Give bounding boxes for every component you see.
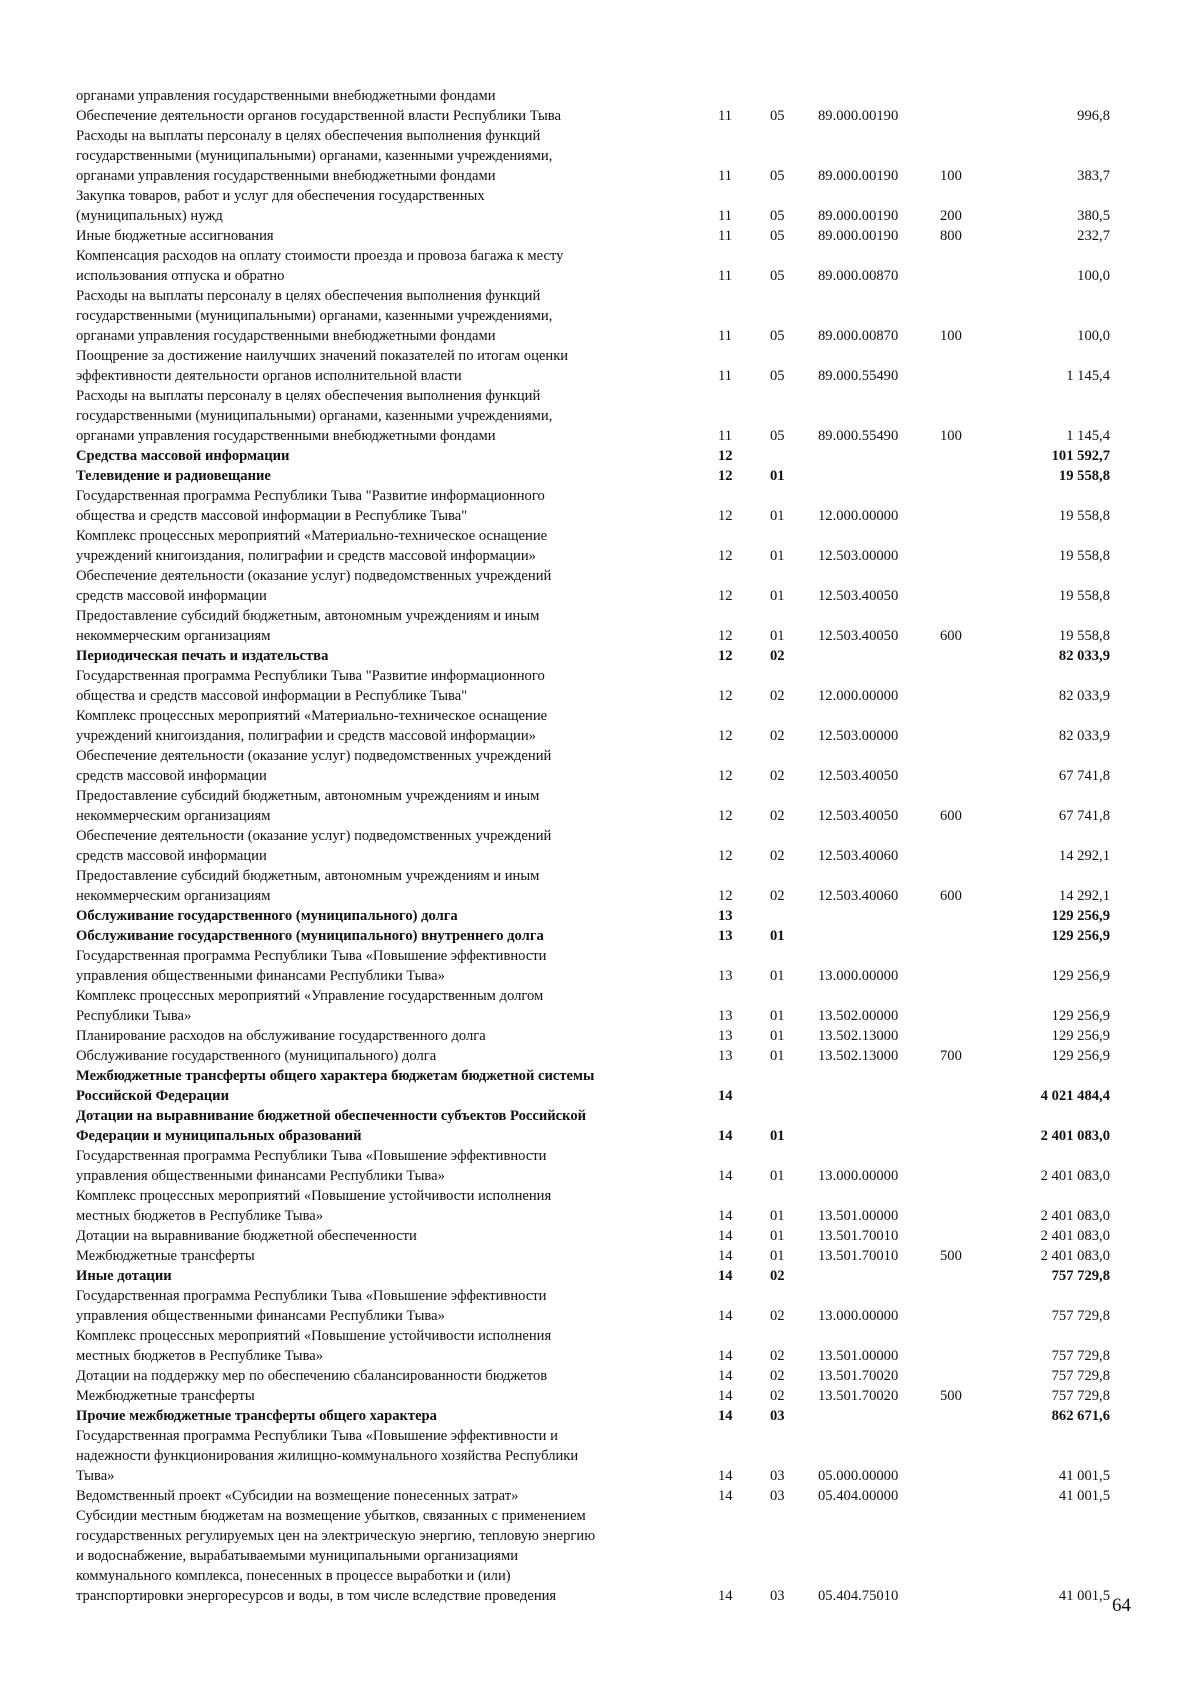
row-section: 11	[718, 328, 733, 344]
row-name: Расходы на выплаты персоналу в целях обеспечения выполнения функций государственными (муниципальными) органами, казенными учреждениями, органами управления государственными внебюджетными фондами	[76, 388, 553, 444]
row-amount: 19 558,8	[1058, 628, 1110, 644]
row-name: Обслуживание государственного (муниципального) внутреннего долга	[76, 928, 544, 944]
row-subsection: 02	[770, 1308, 785, 1324]
row-name: Иные бюджетные ассигнования	[76, 228, 274, 244]
table-row	[0, 1266, 1200, 1286]
row-name: Предоставление субсидий бюджетным, автономным учреждениям и иным некоммерческим организациям	[76, 608, 540, 644]
row-amount: 380,5	[1077, 208, 1110, 224]
row-subsection: 01	[770, 1008, 785, 1024]
row-section: 11	[718, 228, 733, 244]
row-section: 12	[718, 848, 733, 864]
page-number: 64	[1112, 1595, 1131, 1616]
table-row	[0, 666, 1200, 706]
row-section: 13	[718, 968, 733, 984]
row-amount: 757 729,8	[1051, 1308, 1110, 1324]
row-section: 13	[718, 1028, 733, 1044]
table-row	[0, 906, 1200, 926]
row-target-article: 89.000.00190	[818, 228, 899, 244]
row-target-article: 12.503.40050	[818, 768, 899, 784]
table-row	[0, 1286, 1200, 1326]
row-target-article: 13.000.00000	[818, 1308, 899, 1324]
row-subsection: 05	[770, 428, 785, 444]
row-target-article: 13.501.00000	[818, 1208, 899, 1224]
row-subsection: 01	[770, 1048, 785, 1064]
row-name: Государственная программа Республики Тыва «Повышение эффективности управления общественными финансами Республики Тыва»	[76, 1148, 547, 1184]
table-row	[0, 526, 1200, 566]
row-target-article: 13.501.00000	[818, 1348, 899, 1364]
row-name: Обслуживание государственного (муниципального) долга	[76, 908, 458, 924]
row-subsection: 01	[770, 1028, 785, 1044]
row-subsection: 01	[770, 968, 785, 984]
row-subsection: 05	[770, 108, 785, 124]
row-section: 13	[718, 908, 733, 924]
row-name: Планирование расходов на обслуживание государственного долга	[76, 1028, 486, 1044]
row-amount: 82 033,9	[1058, 648, 1110, 664]
table-row	[0, 1506, 1200, 1606]
row-amount: 67 741,8	[1058, 808, 1110, 824]
row-section: 12	[718, 888, 733, 904]
row-section: 12	[718, 648, 733, 664]
table-row	[0, 866, 1200, 906]
row-subsection: 02	[770, 648, 785, 664]
row-section: 14	[718, 1308, 733, 1324]
row-name: Телевидение и радиовещание	[76, 468, 271, 484]
row-section: 14	[718, 1388, 733, 1404]
table-row	[0, 1486, 1200, 1506]
row-section: 12	[718, 688, 733, 704]
row-amount: 996,8	[1077, 108, 1110, 124]
row-name: Обслуживание государственного (муниципального) долга	[76, 1048, 437, 1064]
row-target-article: 89.000.00190	[818, 208, 899, 224]
row-subsection: 03	[770, 1468, 785, 1484]
row-amount: 82 033,9	[1058, 728, 1110, 744]
row-name: Государственная программа Республики Тыва «Повышение эффективности управления общественными финансами Республики Тыва»	[76, 1288, 547, 1324]
row-amount: 757 729,8	[1051, 1388, 1110, 1404]
row-target-article: 13.501.70020	[818, 1368, 899, 1384]
row-section: 12	[718, 448, 733, 464]
row-subsection: 02	[770, 848, 785, 864]
row-subsection: 02	[770, 768, 785, 784]
row-amount: 100,0	[1077, 268, 1110, 284]
table-row	[0, 106, 1200, 126]
row-amount: 67 741,8	[1058, 768, 1110, 784]
row-name: Расходы на выплаты персоналу в целях обеспечения выполнения функций государственными (муниципальными) органами, казенными учреждениями, органами управления государственными внебюджетными фондами	[76, 128, 553, 184]
row-target-article: 12.503.40060	[818, 848, 899, 864]
row-expense-type: 600	[940, 628, 962, 644]
row-amount: 19 558,8	[1058, 548, 1110, 564]
row-name: Государственная программа Республики Тыва «Повышение эффективности и надежности функционирования жилищно-коммунального хозяйства Республики Тыва»	[76, 1428, 579, 1484]
row-name: Государственная программа Республики Тыва "Развитие информационного общества и средств массовой информации в Республике Тыва"	[76, 668, 545, 704]
row-expense-type: 200	[940, 208, 962, 224]
row-name: органами управления государственными внебюджетными фондами	[76, 88, 496, 104]
row-section: 12	[718, 468, 733, 484]
row-section: 12	[718, 548, 733, 564]
table-row	[0, 286, 1200, 346]
row-amount: 100,0	[1077, 328, 1110, 344]
row-amount: 757 729,8	[1051, 1368, 1110, 1384]
row-target-article: 89.000.00870	[818, 268, 899, 284]
row-section: 11	[718, 208, 733, 224]
row-target-article: 89.000.00870	[818, 328, 899, 344]
row-amount: 2 401 083,0	[1040, 1208, 1110, 1224]
row-amount: 2 401 083,0	[1040, 1128, 1110, 1144]
row-amount: 1 145,4	[1066, 428, 1110, 444]
row-amount: 19 558,8	[1058, 508, 1110, 524]
table-row	[0, 986, 1200, 1026]
row-target-article: 12.503.40050	[818, 588, 899, 604]
row-section: 13	[718, 928, 733, 944]
row-target-article: 12.503.40050	[818, 628, 899, 644]
row-section: 11	[718, 108, 733, 124]
row-subsection: 01	[770, 1168, 785, 1184]
table-row	[0, 566, 1200, 606]
row-name: Предоставление субсидий бюджетным, автономным учреждениям и иным некоммерческим организациям	[76, 788, 540, 824]
row-name: Обеспечение деятельности органов государственной власти Республики Тыва	[76, 108, 561, 124]
table-row	[0, 226, 1200, 246]
row-amount: 1 145,4	[1066, 368, 1110, 384]
row-name: Комплекс процессных мероприятий «Материально-техническое оснащение учреждений книгоиздания, полиграфии и средств массовой информации»	[76, 708, 548, 744]
table-row	[0, 786, 1200, 826]
row-section: 14	[718, 1088, 733, 1104]
row-target-article: 12.000.00000	[818, 508, 899, 524]
row-target-article: 12.503.40060	[818, 888, 899, 904]
row-target-article: 89.000.55490	[818, 428, 899, 444]
row-name: Ведомственный проект «Субсидии на возмещение понесенных затрат»	[76, 1488, 519, 1504]
row-name: Государственная программа Республики Тыва «Повышение эффективности управления общественными финансами Республики Тыва»	[76, 948, 547, 984]
row-section: 14	[718, 1208, 733, 1224]
table-row	[0, 1146, 1200, 1186]
table-row	[0, 606, 1200, 646]
row-expense-type: 500	[940, 1388, 962, 1404]
table-row	[0, 826, 1200, 866]
row-expense-type: 700	[940, 1048, 962, 1064]
row-name: Межбюджетные трансферты	[76, 1388, 255, 1404]
row-amount: 129 256,9	[1051, 928, 1110, 944]
row-name: Субсидии местным бюджетам на возмещение убытков, связанных с применением государственных регулируемых цен на электрическую энергию, тепловую энергию и водоснабжение, вырабатываемыми муниципальными организациями коммунального комплекса, понесенных в процессе выработки и (или) транспортировки энергоресурсов и воды, в том числе вследствие проведения	[76, 1508, 596, 1604]
row-section: 14	[718, 1468, 733, 1484]
row-section: 12	[718, 588, 733, 604]
row-amount: 19 558,8	[1058, 588, 1110, 604]
row-name: Расходы на выплаты персоналу в целях обеспечения выполнения функций государственными (муниципальными) органами, казенными учреждениями, органами управления государственными внебюджетными фондами	[76, 288, 553, 344]
row-subsection: 03	[770, 1408, 785, 1424]
row-name: Обеспечение деятельности (оказание услуг) подведомственных учреждений средств массовой информации	[76, 568, 552, 604]
row-amount: 757 729,8	[1051, 1268, 1110, 1284]
row-section: 14	[718, 1408, 733, 1424]
row-name: Дотации на поддержку мер по обеспечению сбалансированности бюджетов	[76, 1368, 548, 1384]
budget-table	[0, 86, 1200, 1606]
row-target-article: 13.501.70020	[818, 1388, 899, 1404]
row-target-article: 89.000.55490	[818, 368, 899, 384]
row-name: Обеспечение деятельности (оказание услуг) подведомственных учреждений средств массовой информации	[76, 748, 552, 784]
table-row	[0, 706, 1200, 746]
row-name: Дотации на выравнивание бюджетной обеспеченности	[76, 1228, 417, 1244]
row-subsection: 01	[770, 588, 785, 604]
row-section: 14	[718, 1128, 733, 1144]
table-row	[0, 346, 1200, 386]
table-row	[0, 386, 1200, 446]
row-section: 13	[718, 1008, 733, 1024]
row-expense-type: 500	[940, 1248, 962, 1264]
row-name: Межбюджетные трансферты	[76, 1248, 255, 1264]
row-subsection: 02	[770, 888, 785, 904]
row-subsection: 05	[770, 368, 785, 384]
row-target-article: 13.000.00000	[818, 968, 899, 984]
row-target-article: 13.000.00000	[818, 1168, 899, 1184]
row-section: 11	[718, 168, 733, 184]
table-row	[0, 1106, 1200, 1146]
row-section: 14	[718, 1588, 733, 1604]
row-section: 14	[718, 1168, 733, 1184]
row-section: 12	[718, 508, 733, 524]
row-name: Комплекс процессных мероприятий «Управление государственным долгом Республики Тыва»	[76, 988, 544, 1024]
row-subsection: 05	[770, 208, 785, 224]
row-expense-type: 100	[940, 428, 962, 444]
row-name: Межбюджетные трансферты общего характера бюджетам бюджетной системы Российской Федерации	[76, 1068, 595, 1104]
row-target-article: 13.502.13000	[818, 1028, 899, 1044]
table-row	[0, 1246, 1200, 1266]
row-target-article: 12.503.00000	[818, 548, 899, 564]
row-name: Средства массовой информации	[76, 448, 290, 464]
table-row	[0, 1046, 1200, 1066]
row-amount: 101 592,7	[1051, 448, 1110, 464]
row-subsection: 01	[770, 508, 785, 524]
row-section: 12	[718, 768, 733, 784]
row-subsection: 02	[770, 1388, 785, 1404]
table-row	[0, 126, 1200, 186]
row-amount: 129 256,9	[1051, 968, 1110, 984]
table-row	[0, 1186, 1200, 1226]
row-target-article: 13.501.70010	[818, 1248, 899, 1264]
row-subsection: 05	[770, 228, 785, 244]
table-row	[0, 1226, 1200, 1246]
row-section: 14	[718, 1488, 733, 1504]
row-subsection: 01	[770, 1128, 785, 1144]
row-name: Иные дотации	[76, 1268, 172, 1284]
row-name: Прочие межбюджетные трансферты общего характера	[76, 1408, 437, 1424]
row-target-article: 12.503.40050	[818, 808, 899, 824]
row-amount: 232,7	[1077, 228, 1110, 244]
row-amount: 129 256,9	[1051, 1048, 1110, 1064]
row-target-article: 13.502.00000	[818, 1008, 899, 1024]
row-expense-type: 100	[940, 168, 962, 184]
table-row	[0, 86, 1200, 106]
row-target-article: 13.502.13000	[818, 1048, 899, 1064]
row-amount: 2 401 083,0	[1040, 1228, 1110, 1244]
row-subsection: 02	[770, 1348, 785, 1364]
row-section: 11	[718, 428, 733, 444]
row-section: 14	[718, 1268, 733, 1284]
row-subsection: 01	[770, 928, 785, 944]
row-expense-type: 600	[940, 808, 962, 824]
table-row	[0, 1406, 1200, 1426]
row-section: 14	[718, 1368, 733, 1384]
row-amount: 757 729,8	[1051, 1348, 1110, 1364]
table-row	[0, 246, 1200, 286]
row-subsection: 03	[770, 1588, 785, 1604]
table-row	[0, 646, 1200, 666]
row-target-article: 05.000.00000	[818, 1468, 899, 1484]
row-name: Периодическая печать и издательства	[76, 648, 329, 664]
row-amount: 129 256,9	[1051, 908, 1110, 924]
row-amount: 14 292,1	[1058, 888, 1110, 904]
table-row	[0, 1426, 1200, 1486]
row-name: Предоставление субсидий бюджетным, автономным учреждениям и иным некоммерческим организациям	[76, 868, 540, 904]
row-amount: 862 671,6	[1051, 1408, 1110, 1424]
table-row	[0, 1326, 1200, 1366]
row-target-article: 13.501.70010	[818, 1228, 899, 1244]
row-subsection: 02	[770, 688, 785, 704]
row-amount: 19 558,8	[1058, 468, 1110, 484]
row-name: Закупка товаров, работ и услуг для обеспечения государственных (муниципальных) нужд	[76, 188, 485, 224]
row-subsection: 05	[770, 168, 785, 184]
table-row	[0, 1026, 1200, 1046]
table-row	[0, 186, 1200, 226]
table-row	[0, 486, 1200, 526]
row-section: 14	[718, 1228, 733, 1244]
table-row	[0, 1386, 1200, 1406]
row-amount: 129 256,9	[1051, 1028, 1110, 1044]
row-name: Поощрение за достижение наилучших значений показателей по итогам оценки эффективности деятельности органов исполнительной власти	[76, 348, 569, 384]
table-row	[0, 926, 1200, 946]
row-amount: 82 033,9	[1058, 688, 1110, 704]
table-row	[0, 1366, 1200, 1386]
row-amount: 41 001,5	[1058, 1468, 1110, 1484]
row-amount: 2 401 083,0	[1040, 1168, 1110, 1184]
row-amount: 41 001,5	[1058, 1488, 1110, 1504]
row-section: 12	[718, 728, 733, 744]
row-section: 12	[718, 808, 733, 824]
row-name: Дотации на выравнивание бюджетной обеспеченности субъектов Российской Федерации и муниципальных образований	[76, 1108, 587, 1144]
row-subsection: 01	[770, 628, 785, 644]
row-section: 11	[718, 368, 733, 384]
row-subsection: 05	[770, 328, 785, 344]
row-subsection: 02	[770, 1368, 785, 1384]
row-subsection: 05	[770, 268, 785, 284]
row-section: 14	[718, 1248, 733, 1264]
row-amount: 129 256,9	[1051, 1008, 1110, 1024]
row-subsection: 02	[770, 808, 785, 824]
row-target-article: 12.503.00000	[818, 728, 899, 744]
row-name: Государственная программа Республики Тыва "Развитие информационного общества и средств массовой информации в Республике Тыва"	[76, 488, 545, 524]
row-target-article: 05.404.00000	[818, 1488, 899, 1504]
table-row	[0, 746, 1200, 786]
row-amount: 4 021 484,4	[1040, 1088, 1110, 1104]
row-amount: 383,7	[1077, 168, 1110, 184]
row-subsection: 01	[770, 1228, 785, 1244]
row-name: Комплекс процессных мероприятий «Повышение устойчивости исполнения местных бюджетов в Республике Тыва»	[76, 1188, 552, 1224]
row-section: 11	[718, 268, 733, 284]
row-subsection: 01	[770, 548, 785, 564]
row-expense-type: 100	[940, 328, 962, 344]
row-amount: 14 292,1	[1058, 848, 1110, 864]
row-target-article: 05.404.75010	[818, 1588, 899, 1604]
row-section: 14	[718, 1348, 733, 1364]
row-subsection: 02	[770, 728, 785, 744]
row-expense-type: 800	[940, 228, 962, 244]
table-row	[0, 946, 1200, 986]
row-target-article: 89.000.00190	[818, 168, 899, 184]
row-name: Компенсация расходов на оплату стоимости проезда и провоза багажа к месту использования отпуска и обратно	[76, 248, 564, 284]
table-row	[0, 466, 1200, 486]
row-subsection: 03	[770, 1488, 785, 1504]
row-subsection: 01	[770, 1208, 785, 1224]
row-name: Комплекс процессных мероприятий «Повышение устойчивости исполнения местных бюджетов в Республике Тыва»	[76, 1328, 552, 1364]
row-subsection: 01	[770, 468, 785, 484]
row-name: Комплекс процессных мероприятий «Материально-техническое оснащение учреждений книгоиздания, полиграфии и средств массовой информации»	[76, 528, 548, 564]
row-target-article: 12.000.00000	[818, 688, 899, 704]
table-row	[0, 1066, 1200, 1106]
row-target-article: 89.000.00190	[818, 108, 899, 124]
row-subsection: 02	[770, 1268, 785, 1284]
row-section: 12	[718, 628, 733, 644]
row-name: Обеспечение деятельности (оказание услуг) подведомственных учреждений средств массовой информации	[76, 828, 552, 864]
table-row	[0, 446, 1200, 466]
row-section: 13	[718, 1048, 733, 1064]
row-amount: 2 401 083,0	[1040, 1248, 1110, 1264]
row-expense-type: 600	[940, 888, 962, 904]
row-amount: 41 001,5	[1058, 1588, 1110, 1604]
row-subsection: 01	[770, 1248, 785, 1264]
